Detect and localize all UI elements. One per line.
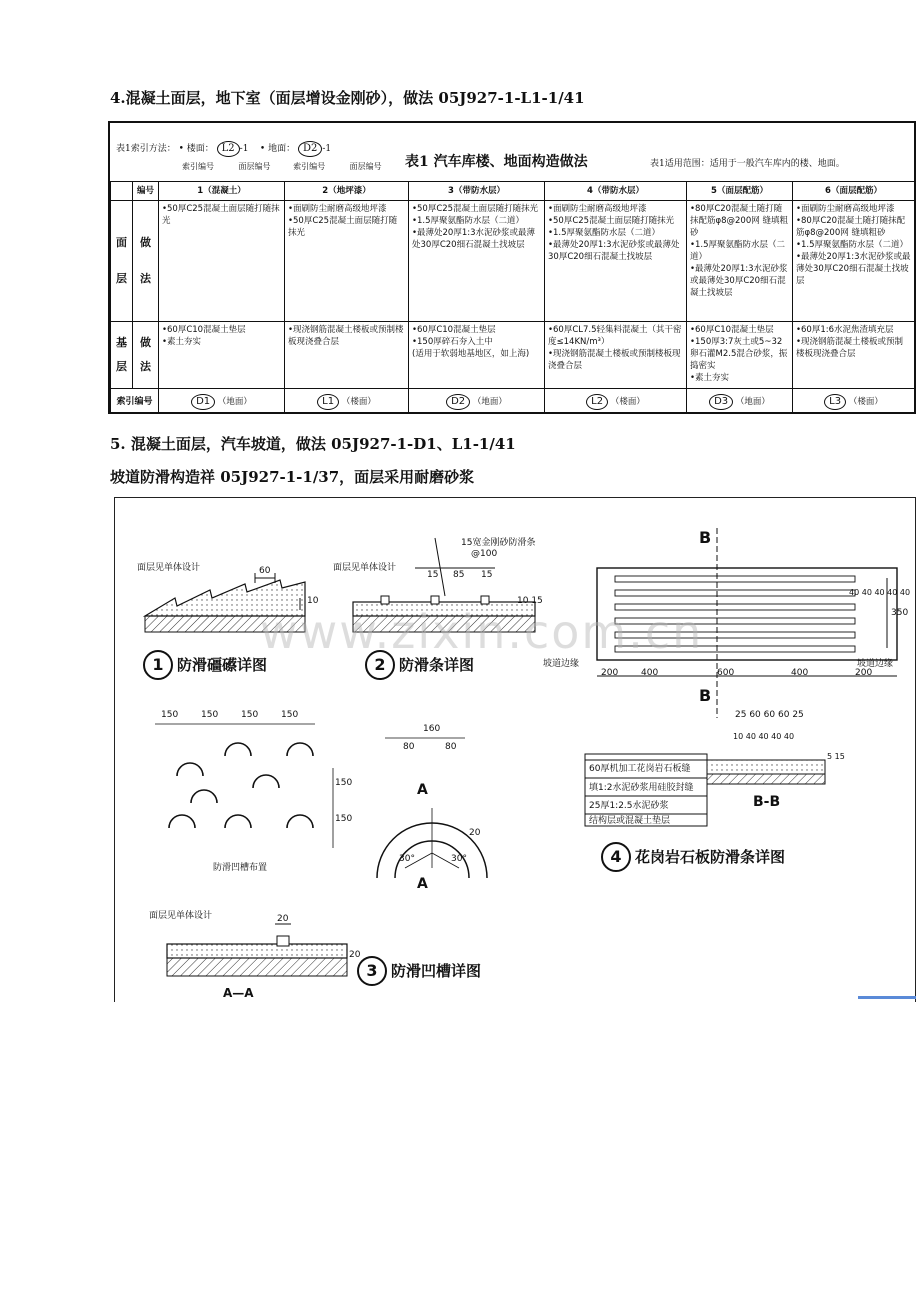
do-char-a: 做	[140, 236, 151, 249]
section-heading-5: 5. 混凝土面层，汽车坡道，做法 05J927-1-D1、L1-1/41	[110, 435, 516, 453]
bb-dims-sub: 10 40 40 40 40	[733, 732, 795, 741]
groove-detail-dim-2: 80	[403, 742, 415, 752]
d1-dim: 60	[259, 566, 271, 576]
detail-3-title: 防滑凹槽详图	[391, 962, 482, 980]
sec-b-top: B	[699, 528, 712, 547]
base-3-item: •150厚碎石夯入土中	[412, 337, 493, 347]
plan-dim-total: 350	[891, 608, 909, 618]
idx-no-label-2: 索引编号	[293, 162, 326, 171]
d3-section: A—A	[223, 986, 254, 1000]
construction-table	[108, 121, 916, 414]
bb-dim: 60	[777, 710, 790, 720]
surface-3-item: •1.5厚聚氨酯防水层（二道）	[412, 216, 525, 226]
d2-dim-b: 85	[453, 570, 465, 580]
do-char-a: 做	[140, 336, 151, 349]
ramp-edge-left: 坡道边缘	[543, 659, 580, 669]
surface-6-item: •面刷防尘耐磨高级地坪漆	[796, 204, 895, 214]
d1-note: 面层见单体设计	[137, 563, 201, 573]
base-4-item: •现浇钢筋混凝土楼板或预制楼板现浇叠合层	[548, 349, 681, 371]
ref-type: （楼面）	[610, 397, 645, 407]
ref-cell-4	[545, 389, 687, 415]
do-char-b: 法	[140, 360, 151, 373]
bb-dim: 60	[749, 710, 761, 720]
corner-cell	[111, 182, 133, 201]
surface-5-item: •最薄处20厚1:3水泥砂浆或最薄处30厚C20细石混凝土找坡层	[690, 264, 788, 298]
surface-5-item: •80厚C20混凝土随打随抹配筋φ8@200网 缝填粗砂	[690, 204, 788, 238]
col-header-5: 5（面层配筋）	[687, 182, 793, 201]
sec-a-top: A	[417, 782, 428, 798]
index-method-label: 表1索引方法：	[116, 144, 176, 154]
bb-layer-1: 60厚机加工花岗岩石板缝	[589, 764, 691, 774]
groove-dim-3: 150	[241, 710, 259, 720]
bb-dim-v: 5 15	[827, 752, 845, 761]
detail-1-number: 1	[143, 650, 173, 680]
angle-b: 30°	[451, 854, 467, 864]
surface-cell-1	[159, 201, 285, 322]
detail-1-label	[143, 650, 267, 680]
surface-2-item: •50厚C25混凝土面层随打随抹光	[288, 216, 398, 238]
detail-4-title: 花岗岩石板防滑条详图	[635, 848, 786, 866]
plan-dim-2: 400	[641, 668, 659, 678]
floor-code-circle: L2	[217, 141, 240, 157]
base-3-item: •60厚C10混凝土垫层	[412, 325, 496, 335]
groove-dim-v1: 150	[335, 778, 353, 788]
section-heading-4: 4.混凝土面层，地下室（面层增设金刚砂），做法 05J927-1-L1-1/41	[110, 89, 585, 107]
surface-6-item: •最薄处20厚1:3水泥砂浆或最薄处30厚C20细石混凝土找坡层	[796, 252, 911, 286]
base-4-item: •60厚CL7.5轻集料混凝土（其干密度≤14KN/m³）	[548, 325, 682, 347]
col-header-3: 3（带防水层）	[409, 182, 545, 201]
base-1-item: •素土夯实	[162, 337, 202, 347]
detail-2-title: 防滑条详图	[399, 656, 475, 674]
base-cell-2	[285, 322, 409, 389]
surface-cell-4	[545, 201, 687, 322]
col-no-cell: 编号	[133, 182, 159, 201]
detail-2-number: 2	[365, 650, 395, 680]
d2-dim-v: 10 15	[517, 596, 543, 606]
plan-dim-1: 200	[601, 668, 619, 678]
detail-1-title: 防滑礓礤详图	[177, 656, 268, 674]
surface-4-item: •1.5厚聚氨酯防水层（二道）	[548, 228, 661, 238]
base-cell-1	[159, 322, 285, 389]
base-char-a: 基	[116, 336, 127, 349]
surface-4-item: •面刷防尘耐磨高级地坪漆	[548, 204, 647, 214]
bb-dim: 60	[763, 710, 776, 720]
base-row	[111, 322, 915, 389]
ref-type: （楼面）	[341, 397, 376, 407]
surface-cell-6	[793, 201, 915, 322]
groove-dim-1: 150	[161, 710, 179, 720]
ref-cell-1	[159, 389, 285, 415]
groove-dim-4: 150	[281, 710, 299, 720]
detail-4-number: 4	[601, 842, 631, 872]
bb-layer-2: 填1:2水泥砂浆用硅胶封缝	[589, 783, 694, 793]
base-cell-5	[687, 322, 793, 389]
idx-no-label: 索引编号	[182, 162, 214, 171]
surface-cell-5	[687, 201, 793, 322]
sec-a-bottom: A	[417, 876, 428, 892]
index-method	[116, 141, 382, 171]
base-row-label	[111, 322, 133, 389]
base-5-item: •素土夯实	[690, 373, 730, 383]
base-6-item: •60厚1:6水泥焦渣填充层	[796, 325, 894, 335]
groove-layout-graphic	[155, 724, 333, 848]
d2-dim-c: 15	[481, 570, 493, 580]
ref-code-circle: L1	[317, 394, 339, 410]
do-char-b: 法	[140, 272, 151, 285]
ref-cell-5	[687, 389, 793, 415]
ref-type: （地面）	[217, 397, 252, 407]
d3-dim: 20	[277, 914, 289, 924]
base-5-item: •150厚3:7灰土或5~32卵石灌M2.5混合砂浆，振捣密实	[690, 337, 788, 371]
plan-dim-4: 400	[791, 668, 809, 678]
base-char-b: 层	[116, 360, 127, 373]
d2-strip: 15宽金刚砂防滑条	[461, 538, 536, 548]
surface-do-label	[133, 201, 159, 322]
surface-row	[111, 201, 915, 322]
groove-detail-dim-3: 80	[445, 742, 457, 752]
surface-4-item: •最薄处20厚1:3水泥砂浆或最薄处30厚C20细石混凝土找坡层	[548, 240, 680, 262]
floor-label: • 楼面：	[178, 144, 214, 154]
groove-detail-graphic	[377, 738, 487, 878]
groove-detail-dim-1: 160	[423, 724, 441, 734]
base-cell-4	[545, 322, 687, 389]
d3-dim-v: 20	[349, 950, 361, 960]
plan-dim-5: 200	[855, 668, 873, 678]
detail-3-graphic	[167, 924, 347, 976]
surface-row-label	[111, 201, 133, 322]
d2-pitch: @100	[471, 549, 498, 559]
layer-no-label-2: 面层编号	[349, 162, 382, 171]
sec-b-bottom: B	[699, 686, 712, 705]
ground-suffix: -1	[322, 144, 332, 154]
surface-5-item: •1.5厚聚氨酯防水层（二道）	[690, 240, 786, 262]
surface-char-a: 面	[116, 236, 127, 249]
anti-slip-drawing	[114, 497, 916, 1002]
ref-type: （楼面）	[848, 397, 883, 407]
base-cell-6	[793, 322, 915, 389]
ref-cell-6	[793, 389, 915, 415]
groove-detail-dim-4: 20	[469, 828, 481, 838]
d2-dim-a: 15	[427, 570, 439, 580]
groove-layout-caption: 防滑凹槽布置	[213, 863, 268, 873]
base-do-label	[133, 322, 159, 389]
surface-6-item: •1.5厚聚氨酯防水层（二道）	[796, 240, 909, 250]
col-header-6: 6（面层配筋）	[793, 182, 915, 201]
base-1-item: •60厚C10混凝土垫层	[162, 325, 246, 335]
ref-type: （地面）	[472, 397, 507, 407]
table-header	[110, 123, 914, 181]
ref-code-circle: D1	[191, 394, 215, 410]
plan-dims-v: 40 40 40 40 40	[849, 588, 911, 597]
ref-type: （地面）	[735, 397, 770, 407]
base-3-item: (适用于软弱地基地区，如上海)	[412, 349, 530, 359]
ground-code-circle: D2	[298, 141, 322, 157]
col-header-1: 1（混凝土）	[159, 182, 285, 201]
ref-code-circle: D3	[709, 394, 733, 410]
spec-table	[110, 181, 915, 414]
detail-3-label	[357, 956, 481, 986]
base-2-item: •现浇钢筋混凝土楼板或预制楼板现浇叠合层	[288, 325, 404, 347]
ramp-edge-right: 坡道边缘	[857, 659, 894, 669]
watermark: www.zixin.com.cn	[260, 605, 704, 659]
detail-3-number: 3	[357, 956, 387, 986]
section-subheading-5: 坡道防滑构造祥 05J927-1-1/37，面层采用耐磨砂浆	[110, 468, 475, 486]
surface-2-item: •面刷防尘耐磨高级地坪漆	[288, 204, 387, 214]
d2-note: 面层见单体设计	[333, 563, 397, 573]
bb-layer-3: 25厚1:2.5水泥砂浆	[589, 801, 669, 811]
surface-6-item: •80厚C20混凝土随打随抹配筋φ8@200网 缝填粗砂	[796, 216, 906, 238]
floor-suffix: -1	[239, 144, 249, 154]
d1-dim-v: 10	[307, 596, 319, 606]
base-5-item: •60厚C10混凝土垫层	[690, 325, 774, 335]
bb-dim: 25	[792, 710, 804, 720]
drawing-lines	[115, 498, 916, 1002]
base-6-item: •现浇钢筋混凝土楼板或预制楼板现浇叠合层	[796, 337, 904, 359]
surface-4-item: •50厚C25混凝土面层随打随抹光	[548, 216, 675, 226]
surface-cell-2	[285, 201, 409, 322]
ref-cell-3	[409, 389, 545, 415]
col-header-4: 4（带防水层）	[545, 182, 687, 201]
ref-code-circle: L3	[824, 394, 846, 410]
table-title: 表1 汽车库楼、地面构造做法	[405, 154, 588, 170]
surface-3-item: •最薄处20厚1:3水泥砂浆或最薄处30厚C20细石混凝土找坡层	[412, 228, 536, 250]
ground-label: • 地面：	[259, 144, 296, 154]
layer-no-label: 面层编号	[238, 162, 271, 171]
blue-accent-line	[858, 996, 916, 999]
ref-cell-2	[285, 389, 409, 415]
surface-3-item: •50厚C25混凝土面层随打随抹光	[412, 204, 539, 214]
bb-layer-4: 结构层或混凝土垫层	[589, 816, 671, 826]
column-header-row	[111, 182, 915, 201]
groove-dim-2: 150	[201, 710, 219, 720]
col-header-2: 2（地坪漆）	[285, 182, 409, 201]
ref-code-circle: L2	[586, 394, 608, 410]
ref-label: 索引编号	[111, 389, 159, 415]
detail-4-label	[601, 842, 785, 872]
bb-dims	[735, 710, 804, 720]
ref-code-circle: D2	[446, 394, 470, 410]
base-cell-3	[409, 322, 545, 389]
plan-dim-3: 600	[717, 668, 735, 678]
bb-dim: 25	[735, 710, 747, 720]
d3-note: 面层见单体设计	[149, 911, 213, 921]
ref-row	[111, 389, 915, 415]
surface-cell-3	[409, 201, 545, 322]
groove-dim-v2: 150	[335, 814, 353, 824]
angle-a: 30°	[399, 854, 415, 864]
bb-section-label: B-B	[753, 794, 781, 810]
table-scope: 表1适用范围：适用于一般汽车库内的楼、地面。	[650, 159, 845, 169]
surface-1-item: •50厚C25混凝土面层随打随抹光	[162, 204, 280, 226]
surface-char-b: 层	[116, 272, 127, 285]
